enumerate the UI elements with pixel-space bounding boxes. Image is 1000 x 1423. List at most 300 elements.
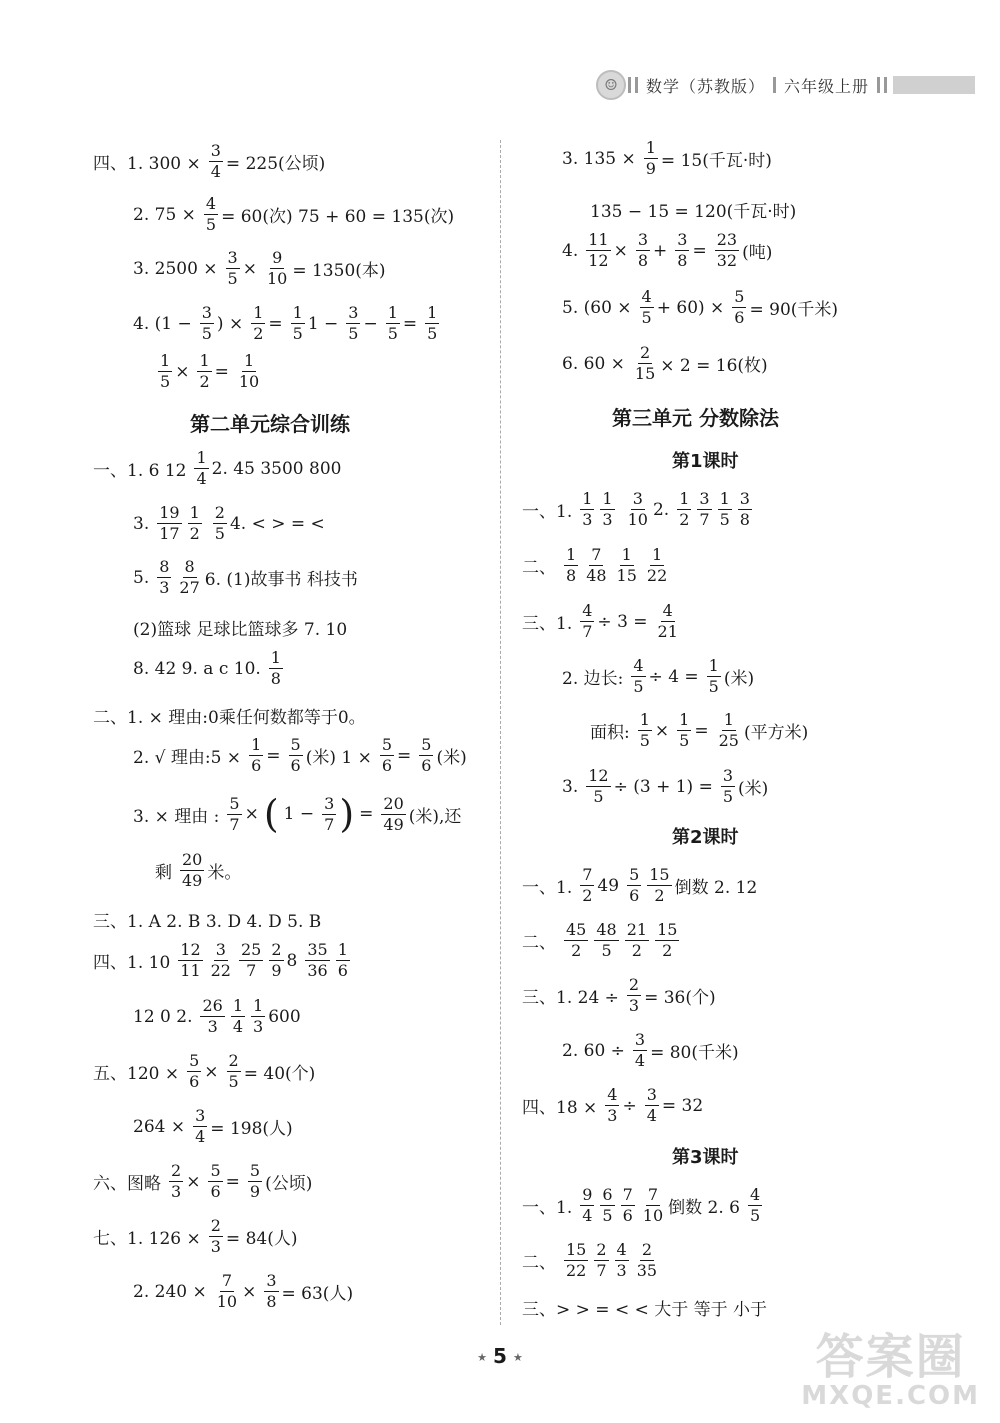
answer-text: 3. × 理由 :: [133, 806, 220, 827]
fraction-denominator: 35: [636, 1261, 658, 1280]
answer-text: 1 −: [307, 313, 339, 334]
fraction: [209, 143, 223, 180]
fraction-numerator: 9: [582, 1185, 593, 1204]
fraction: [194, 450, 208, 487]
fraction-numerator: 2: [171, 1161, 182, 1180]
fraction-numerator: 2: [271, 940, 282, 959]
fraction: [289, 737, 303, 774]
fraction-numerator: 5: [249, 1161, 261, 1180]
answer-text: ×: [204, 1061, 219, 1082]
fraction: [336, 942, 350, 979]
answer-text: 一、1.: [522, 1198, 573, 1218]
section-heading: 第二单元综合训练: [190, 412, 350, 436]
fraction-numerator: 3: [215, 940, 226, 959]
fraction-denominator: 6: [210, 1182, 221, 1201]
fraction: [265, 250, 289, 287]
fraction: [564, 922, 588, 959]
fraction-denominator: 6: [734, 308, 745, 327]
answer-text: 600: [268, 1006, 301, 1027]
fraction-numerator: 1: [253, 996, 264, 1015]
fraction-denominator: 5: [602, 1206, 613, 1225]
fraction-denominator: 49: [383, 814, 404, 834]
answer-text: 二、: [522, 558, 556, 578]
fraction-numerator: 11: [588, 230, 609, 249]
fraction-denominator: 22: [210, 961, 231, 980]
star-icon: ★: [477, 1351, 488, 1364]
answer-text: ×: [242, 258, 257, 279]
answer-text: = 84(人): [225, 1229, 298, 1249]
answer-line: [562, 232, 777, 269]
header-title: 数学（苏教版）: [646, 76, 766, 96]
answer-text: 2. 边长:: [562, 669, 624, 689]
fraction: [615, 1242, 629, 1279]
answer-line: [562, 1032, 744, 1069]
fraction-denominator: 8: [266, 1292, 277, 1311]
answer-text: 4. < > = <: [229, 513, 325, 534]
fraction: [386, 305, 400, 342]
answer-line: [562, 140, 777, 177]
answer-text: 三、> > = < < 大于 等于 小于: [522, 1300, 768, 1320]
fraction-denominator: 49: [182, 871, 203, 890]
fraction: [251, 998, 265, 1035]
fraction: [625, 922, 649, 959]
fraction: [381, 793, 405, 834]
fraction: [677, 712, 691, 749]
fraction-denominator: 6: [251, 756, 262, 775]
fraction-numerator: 7: [622, 1185, 633, 1204]
fraction-denominator: 5: [387, 324, 398, 343]
fraction-denominator: 5: [722, 787, 734, 806]
fraction: [580, 491, 594, 528]
fraction-denominator: 25: [718, 731, 739, 750]
fraction: [178, 942, 202, 979]
fraction-numerator: 5: [381, 735, 393, 754]
fraction-denominator: 2: [662, 941, 673, 960]
fraction-numerator: 4: [662, 601, 673, 620]
fraction-numerator: 8: [159, 557, 170, 576]
fraction-denominator: 3: [159, 578, 170, 597]
answer-text: 2.: [652, 499, 670, 520]
fraction: [380, 737, 394, 774]
answer-line: [133, 1108, 298, 1145]
fraction-numerator: 8: [184, 557, 195, 576]
page-header: [596, 68, 975, 102]
page-number: ★ 5 ★: [477, 1344, 523, 1368]
answer-text: 七、1. 126 ×: [93, 1229, 201, 1249]
fraction: [627, 867, 641, 904]
fraction-denominator: 5: [641, 308, 652, 327]
fraction-numerator: 5: [629, 865, 640, 884]
fraction-numerator: 23: [716, 230, 738, 249]
fraction-numerator: 1: [639, 710, 650, 729]
fraction: [169, 1163, 183, 1200]
fraction-numerator: 1: [270, 648, 281, 667]
answer-line: [155, 353, 264, 390]
fraction: [633, 1032, 647, 1069]
fraction: [213, 505, 227, 542]
fraction-denominator: 4: [582, 1206, 593, 1225]
answer-text: (米) 1 ×: [305, 748, 372, 768]
fraction: [636, 232, 650, 269]
fraction: [204, 196, 218, 233]
answer-text: + 60) ×: [656, 297, 725, 318]
fraction: [635, 1242, 659, 1279]
fraction-numerator: 12: [588, 766, 609, 785]
fraction: [226, 250, 240, 287]
answer-line: [93, 1163, 317, 1200]
fraction-numerator: 1: [199, 351, 210, 370]
answer-line: [133, 650, 286, 687]
fraction-numerator: 3: [677, 230, 688, 249]
fraction-denominator: 5: [214, 524, 225, 543]
answer-line: [93, 907, 326, 932]
answer-text: (米),还: [408, 806, 462, 827]
sun-logo-icon: ☺: [596, 70, 626, 100]
answer-line: [133, 1273, 358, 1310]
header-divider: [773, 77, 776, 93]
fraction-denominator: 10: [627, 510, 648, 529]
fraction: [640, 289, 654, 326]
fraction-denominator: 4: [646, 1106, 657, 1125]
fraction: [346, 305, 360, 342]
fraction-denominator: 10: [642, 1206, 664, 1225]
fraction-numerator: 15: [649, 865, 670, 884]
fraction-numerator: 9: [272, 248, 283, 267]
fraction-denominator: 8: [637, 251, 649, 270]
watermark-logo: 答案圈 MXQE.COM: [801, 1329, 980, 1411]
fraction-numerator: 4: [582, 601, 593, 620]
fraction-denominator: 7: [229, 814, 240, 834]
answer-text: ×: [654, 720, 670, 741]
fraction-numerator: 3: [699, 489, 710, 508]
fraction-denominator: 10: [216, 1292, 238, 1311]
fraction-denominator: 3: [253, 1017, 264, 1036]
fraction: [641, 1187, 665, 1224]
answer-text: =: [266, 745, 281, 766]
fraction-numerator: 6: [602, 1185, 613, 1204]
fraction-numerator: 5: [210, 1161, 221, 1180]
fraction: [586, 768, 610, 805]
fraction-denominator: 15: [616, 566, 637, 585]
answer-text: =: [694, 720, 709, 741]
answer-text: (2)篮球 足球比篮球多 7. 10: [133, 620, 348, 640]
fraction: [227, 793, 241, 834]
fraction: [249, 737, 263, 774]
answer-text: (平方米): [743, 723, 809, 743]
answer-text: = 63(人): [281, 1284, 354, 1304]
answer-text: 一、1.: [522, 502, 573, 522]
fraction: [717, 712, 741, 749]
fraction-numerator: 2: [639, 343, 651, 362]
answer-line: [133, 559, 363, 596]
answer-line: [93, 942, 353, 979]
answer-line: [133, 615, 352, 640]
fraction-denominator: 3: [210, 1237, 221, 1256]
answer-text: (公顷): [265, 1174, 313, 1194]
fraction-numerator: 4: [607, 1085, 618, 1104]
fraction: [187, 1053, 201, 1090]
fraction-denominator: 5: [633, 677, 644, 696]
fraction-denominator: 8: [566, 566, 577, 585]
answer-line: [590, 712, 813, 749]
answer-text: 三、1. 24 ÷: [522, 988, 619, 1008]
fraction-denominator: 5: [719, 510, 730, 529]
fraction-numerator: 1: [387, 303, 398, 322]
answer-text: 二、: [522, 933, 556, 953]
fraction-denominator: 21: [657, 622, 678, 641]
fraction-numerator: 7: [221, 1271, 232, 1290]
fraction-denominator: 8: [739, 510, 750, 529]
answer-text: 倒数 2. 12: [674, 878, 758, 898]
answer-text: =: [402, 313, 418, 334]
answer-line: [562, 289, 843, 326]
fraction-numerator: 4: [750, 1185, 761, 1204]
fraction-denominator: 8: [677, 251, 688, 270]
fraction-denominator: 9: [271, 961, 282, 980]
fraction: [419, 737, 433, 774]
fraction-numerator: 3: [324, 793, 335, 813]
fraction-numerator: 3: [348, 303, 359, 322]
fraction-denominator: 9: [249, 1182, 261, 1201]
fraction-numerator: 2: [641, 1240, 652, 1259]
fraction-numerator: 4: [633, 656, 644, 675]
column-divider: [500, 140, 501, 1325]
fraction-denominator: 10: [238, 372, 260, 391]
answer-text: ×: [175, 361, 190, 382]
fraction-denominator: 15: [634, 364, 656, 383]
fraction: [626, 491, 650, 528]
fraction-denominator: 5: [292, 324, 303, 343]
fraction: [738, 491, 752, 528]
fraction-numerator: 1: [679, 489, 690, 508]
fraction: [633, 345, 657, 382]
fraction-denominator: 11: [180, 961, 201, 980]
fraction-numerator: 45: [566, 920, 587, 939]
answer-text: = 40(个): [243, 1064, 316, 1084]
answer-text: ×: [242, 1281, 257, 1302]
fraction: [215, 1273, 239, 1310]
fraction-numerator: 7: [647, 1185, 659, 1204]
fraction-denominator: 7: [699, 510, 710, 529]
fraction: [647, 867, 671, 904]
fraction-denominator: 2: [582, 886, 593, 905]
fraction: [697, 491, 711, 528]
fraction-numerator: 15: [566, 1240, 587, 1259]
answer-text: 四、1. 300 ×: [93, 154, 201, 174]
fraction-denominator: 6: [629, 886, 640, 905]
fraction-numerator: 5: [229, 793, 240, 813]
fraction-denominator: 6: [421, 756, 432, 775]
fraction-denominator: 27: [179, 578, 200, 597]
answer-text: 12 0 2.: [133, 1006, 193, 1027]
fraction-denominator: 9: [645, 159, 656, 178]
fraction-numerator: 1: [337, 940, 348, 959]
answer-line: [522, 1295, 772, 1320]
fraction-numerator: 1: [189, 503, 200, 522]
fraction: [251, 305, 265, 342]
fraction-denominator: 6: [337, 961, 348, 980]
answer-text: 三、1. A 2. B 3. D 4. D 5. B: [93, 912, 322, 932]
answer-text: 米。: [207, 863, 242, 883]
answer-text: 2. 60 ÷: [562, 1040, 625, 1061]
fraction: [197, 353, 211, 390]
fraction-denominator: 5: [160, 372, 171, 391]
answer-text: 3. 2500 ×: [133, 258, 218, 279]
answer-text: 剩: [155, 863, 172, 883]
answer-text: 一、1.: [522, 878, 573, 898]
answer-text: 五、120 ×: [93, 1064, 180, 1084]
fraction: [645, 1087, 659, 1124]
answer-text: × 2 = 16(枚): [660, 356, 768, 376]
answer-line: [93, 703, 371, 728]
answer-text: 六、图略: [93, 1174, 161, 1194]
answer-line: [590, 197, 801, 222]
answer-line: [133, 998, 306, 1035]
fraction: [707, 658, 721, 695]
fraction: [580, 1187, 594, 1224]
fraction-numerator: 5: [421, 735, 432, 754]
answer-text: 三、1.: [522, 614, 573, 634]
answer-text: (米): [723, 669, 755, 689]
fraction-numerator: 15: [657, 920, 678, 939]
answer-text: 264 ×: [133, 1116, 186, 1137]
fraction: [677, 491, 691, 528]
answer-text: 二、1. × 理由:0乘任何数都等于0。: [93, 708, 366, 728]
fraction: [732, 289, 746, 326]
answer-text: 2. 75 ×: [133, 204, 196, 225]
answer-text: (吨): [742, 243, 773, 263]
fraction-denominator: 5: [593, 787, 604, 806]
header-divider: [884, 77, 887, 93]
answer-text: 倒数 2. 6: [668, 1198, 740, 1218]
fraction-denominator: 5: [679, 731, 690, 750]
answer-text: = 36(个): [644, 988, 716, 1008]
fraction-denominator: 2: [199, 372, 210, 391]
fraction-numerator: 1: [196, 448, 207, 467]
fraction-numerator: 1: [621, 545, 632, 564]
fraction-denominator: 17: [159, 524, 180, 543]
fraction: [627, 977, 641, 1014]
fraction-numerator: 1: [253, 303, 264, 322]
answer-line: [522, 867, 762, 904]
fraction-denominator: 6: [189, 1072, 200, 1091]
fraction-numerator: 1: [160, 351, 171, 370]
star-icon: ★: [512, 1351, 523, 1364]
header-divider: [877, 77, 880, 93]
answer-text: ÷ (3 + 1) =: [613, 776, 713, 797]
answer-line: [522, 491, 755, 528]
fraction: [645, 547, 669, 584]
fraction-numerator: 7: [582, 865, 593, 884]
fraction-numerator: 1: [708, 656, 719, 675]
fraction-denominator: 5: [601, 941, 612, 960]
fraction-numerator: 48: [596, 920, 617, 939]
answer-text: = 80(千米): [650, 1043, 739, 1063]
fraction-denominator: 22: [646, 566, 668, 585]
fraction-numerator: 1: [723, 710, 734, 729]
fraction-denominator: 12: [588, 251, 609, 270]
fraction: [425, 305, 439, 342]
fraction-denominator: 5: [348, 324, 359, 343]
fraction-numerator: 2: [228, 1051, 239, 1070]
fraction-numerator: 3: [227, 248, 238, 267]
fraction-denominator: 32: [716, 251, 738, 270]
fraction: [157, 559, 171, 596]
answer-line: [133, 305, 442, 342]
fraction-denominator: 3: [602, 510, 613, 529]
fraction-denominator: 2: [571, 941, 582, 960]
fraction-numerator: 4: [641, 287, 652, 306]
fraction: [621, 1187, 635, 1224]
answer-text: 5.: [133, 567, 150, 588]
fraction-numerator: 3: [637, 230, 649, 249]
fraction: [718, 491, 732, 528]
fraction: [564, 1242, 588, 1279]
answer-line: [522, 547, 672, 584]
fraction-denominator: 7: [324, 814, 335, 834]
answer-text: = 198(人): [210, 1119, 293, 1139]
fraction-numerator: 12: [180, 940, 201, 959]
fraction-numerator: 1: [566, 545, 577, 564]
fraction: [656, 603, 680, 640]
answer-text: ×: [186, 1171, 201, 1192]
answer-text: = 32: [661, 1095, 704, 1116]
fraction: [580, 603, 594, 640]
answer-text: −: [363, 313, 378, 334]
answer-text: 4.: [562, 240, 579, 261]
fraction: [586, 232, 610, 269]
answer-text: 四、18 ×: [522, 1098, 598, 1118]
answer-text: ) ×: [216, 313, 244, 334]
fraction-denominator: 5: [427, 324, 438, 343]
fraction: [248, 1163, 262, 1200]
fraction-numerator: 3: [266, 1271, 277, 1290]
answer-line: [522, 1087, 708, 1124]
fraction-denominator: 4: [195, 1127, 206, 1146]
fraction-numerator: 35: [307, 940, 328, 959]
fraction: [239, 942, 263, 979]
answer-text: ÷: [622, 1095, 637, 1116]
fraction-numerator: 21: [626, 920, 648, 939]
fraction-numerator: 3: [210, 141, 221, 160]
fraction: [200, 998, 224, 1035]
bracket: (: [263, 792, 279, 836]
fraction-denominator: 5: [205, 215, 217, 234]
section-heading: 第三单元 分数除法: [612, 406, 779, 430]
fraction: [209, 1218, 223, 1255]
fraction-denominator: 4: [634, 1051, 646, 1070]
answer-text: 6. 60 ×: [562, 353, 625, 374]
fraction-numerator: 2: [628, 975, 640, 994]
answer-line: [522, 603, 683, 640]
answer-text: 一、1. 6 12: [93, 461, 187, 481]
answer-line: [562, 345, 773, 382]
answer-line: [93, 450, 346, 487]
answer-text: 49: [597, 875, 620, 896]
answer-text: 3.: [562, 776, 579, 797]
fraction-denominator: 6: [381, 756, 393, 775]
fraction-numerator: 4: [616, 1240, 627, 1259]
fraction-denominator: 4: [232, 1017, 244, 1036]
answer-text: ÷ 4 =: [648, 666, 699, 687]
answer-text: = 90(千米): [749, 300, 839, 320]
answer-text: 8: [286, 950, 298, 971]
fraction: [231, 998, 245, 1035]
lesson-heading: 第1课时: [672, 451, 739, 472]
answer-line: [562, 658, 759, 695]
answer-text: =: [359, 804, 374, 824]
fraction-denominator: 3: [171, 1182, 182, 1201]
